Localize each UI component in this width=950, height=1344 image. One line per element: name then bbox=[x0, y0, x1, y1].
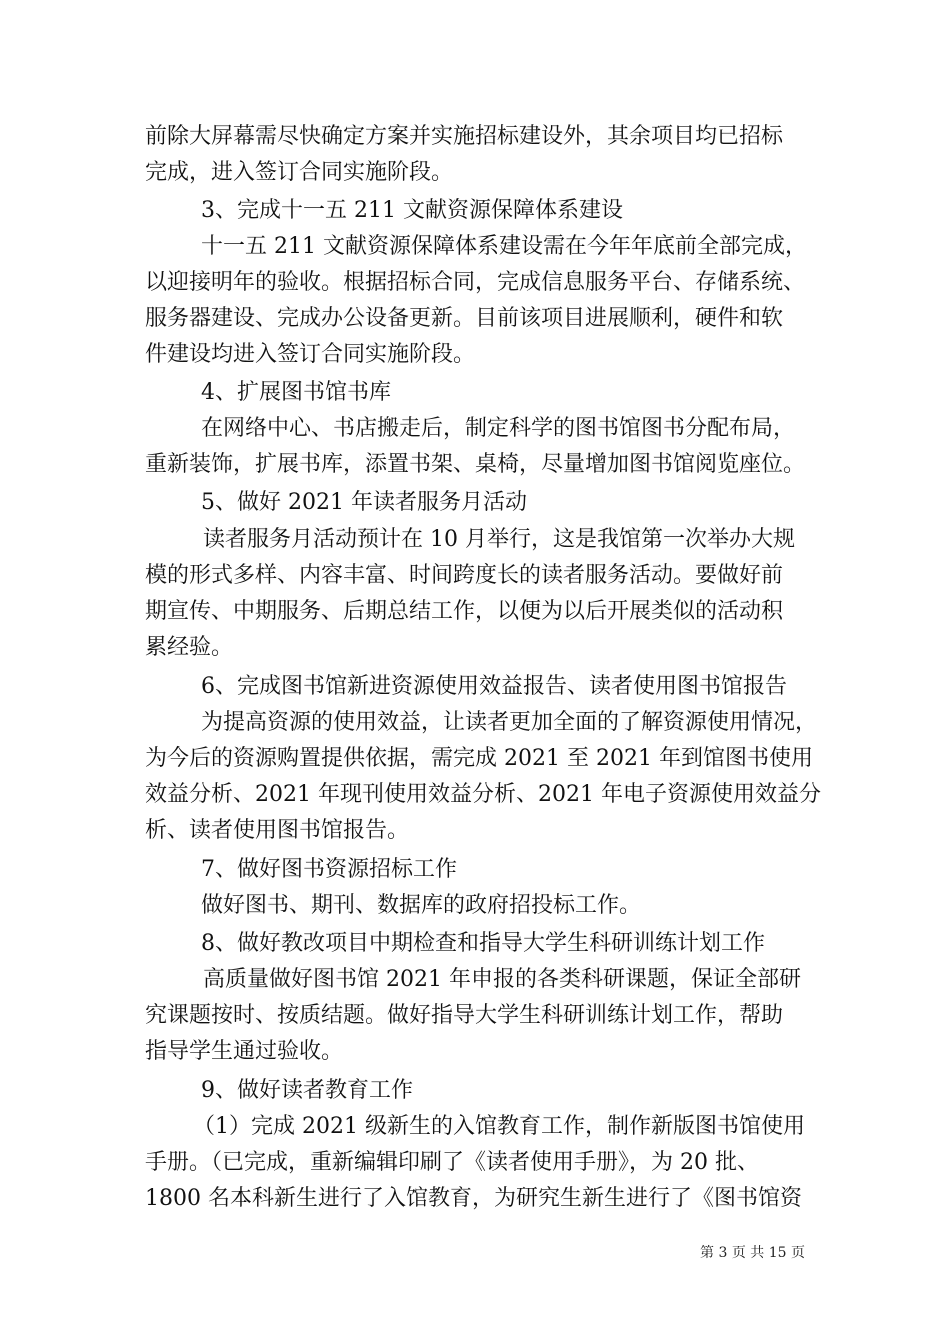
paragraph-line: 服务器建设、完成办公设备更新。目前该项目进展顺利，硬件和软 bbox=[145, 306, 784, 331]
page-number-footer: 第 3 页 共 15 页 bbox=[700, 1245, 805, 1261]
paragraph-line: 为提高资源的使用效益，让读者更加全面的了解资源使用情况， bbox=[201, 710, 818, 735]
paragraph-line: 高质量做好图书馆 2021 年申报的各类科研课题，保证全部研 bbox=[203, 967, 801, 992]
section-heading-5: 5、做好 2021 年读者服务月活动 bbox=[201, 490, 527, 515]
paragraph-line: 效益分析、2021 年现刊使用效益分析、2021 年电子资源使用效益分 bbox=[145, 782, 821, 807]
section-heading-8: 8、做好教改项目中期检查和指导大学生科研训练计划工作 bbox=[201, 931, 765, 956]
paragraph-line: 完成，进入签订合同实施阶段。 bbox=[145, 160, 454, 185]
paragraph-line: 累经验。 bbox=[145, 635, 234, 660]
paragraph-line: 前除大屏幕需尽快确定方案并实施招标建设外，其余项目均已招标 bbox=[145, 124, 784, 149]
section-heading-7: 7、做好图书资源招标工作 bbox=[201, 857, 457, 882]
paragraph-line: 期宣传、中期服务、后期总结工作，以便为以后开展类似的活动积 bbox=[145, 599, 784, 624]
paragraph-line: 1800 名本科新生进行了入馆教育，为研究生新生进行了《图书馆资 bbox=[145, 1186, 802, 1211]
section-heading-3: 3、完成十一五 211 文献资源保障体系建设 bbox=[201, 198, 623, 223]
paragraph-line: 重新装饰，扩展书库，添置书架、桌椅，尽量增加图书馆阅览座位。 bbox=[145, 452, 806, 477]
paragraph-line: （1）完成 2021 级新生的入馆教育工作，制作新版图书馆使用 bbox=[193, 1114, 805, 1139]
section-heading-4: 4、扩展图书馆书库 bbox=[201, 380, 391, 405]
paragraph-line: 读者服务月活动预计在 10 月举行，这是我馆第一次举办大规 bbox=[203, 527, 795, 552]
paragraph-line: 做好图书、期刊、数据库的政府招投标工作。 bbox=[201, 893, 642, 918]
paragraph-line: 十一五 211 文献资源保障体系建设需在今年年底前全部完成， bbox=[201, 234, 807, 259]
paragraph-line: 手册。（已完成，重新编辑印刷了《读者使用手册》，为 20 批、 bbox=[145, 1150, 759, 1175]
paragraph-line: 模的形式多样、内容丰富、时间跨度长的读者服务活动。要做好前 bbox=[145, 563, 784, 588]
paragraph-line: 指导学生通过验收。 bbox=[145, 1039, 344, 1064]
paragraph-line: 以迎接明年的验收。根据招标合同，完成信息服务平台、存储系统、 bbox=[145, 270, 806, 295]
section-heading-9: 9、做好读者教育工作 bbox=[201, 1078, 413, 1103]
paragraph-line: 究课题按时、按质结题。做好指导大学生科研训练计划工作，帮助 bbox=[145, 1003, 784, 1028]
paragraph-line: 为今后的资源购置提供依据，需完成 2021 至 2021 年到馆图书使用 bbox=[145, 746, 813, 771]
paragraph-line: 在网络中心、书店搬走后，制定科学的图书馆图书分配布局， bbox=[201, 416, 796, 441]
paragraph-line: 析、读者使用图书馆报告。 bbox=[145, 818, 410, 843]
section-heading-6: 6、完成图书馆新进资源使用效益报告、读者使用图书馆报告 bbox=[201, 674, 787, 699]
paragraph-line: 件建设均进入签订合同实施阶段。 bbox=[145, 342, 476, 367]
